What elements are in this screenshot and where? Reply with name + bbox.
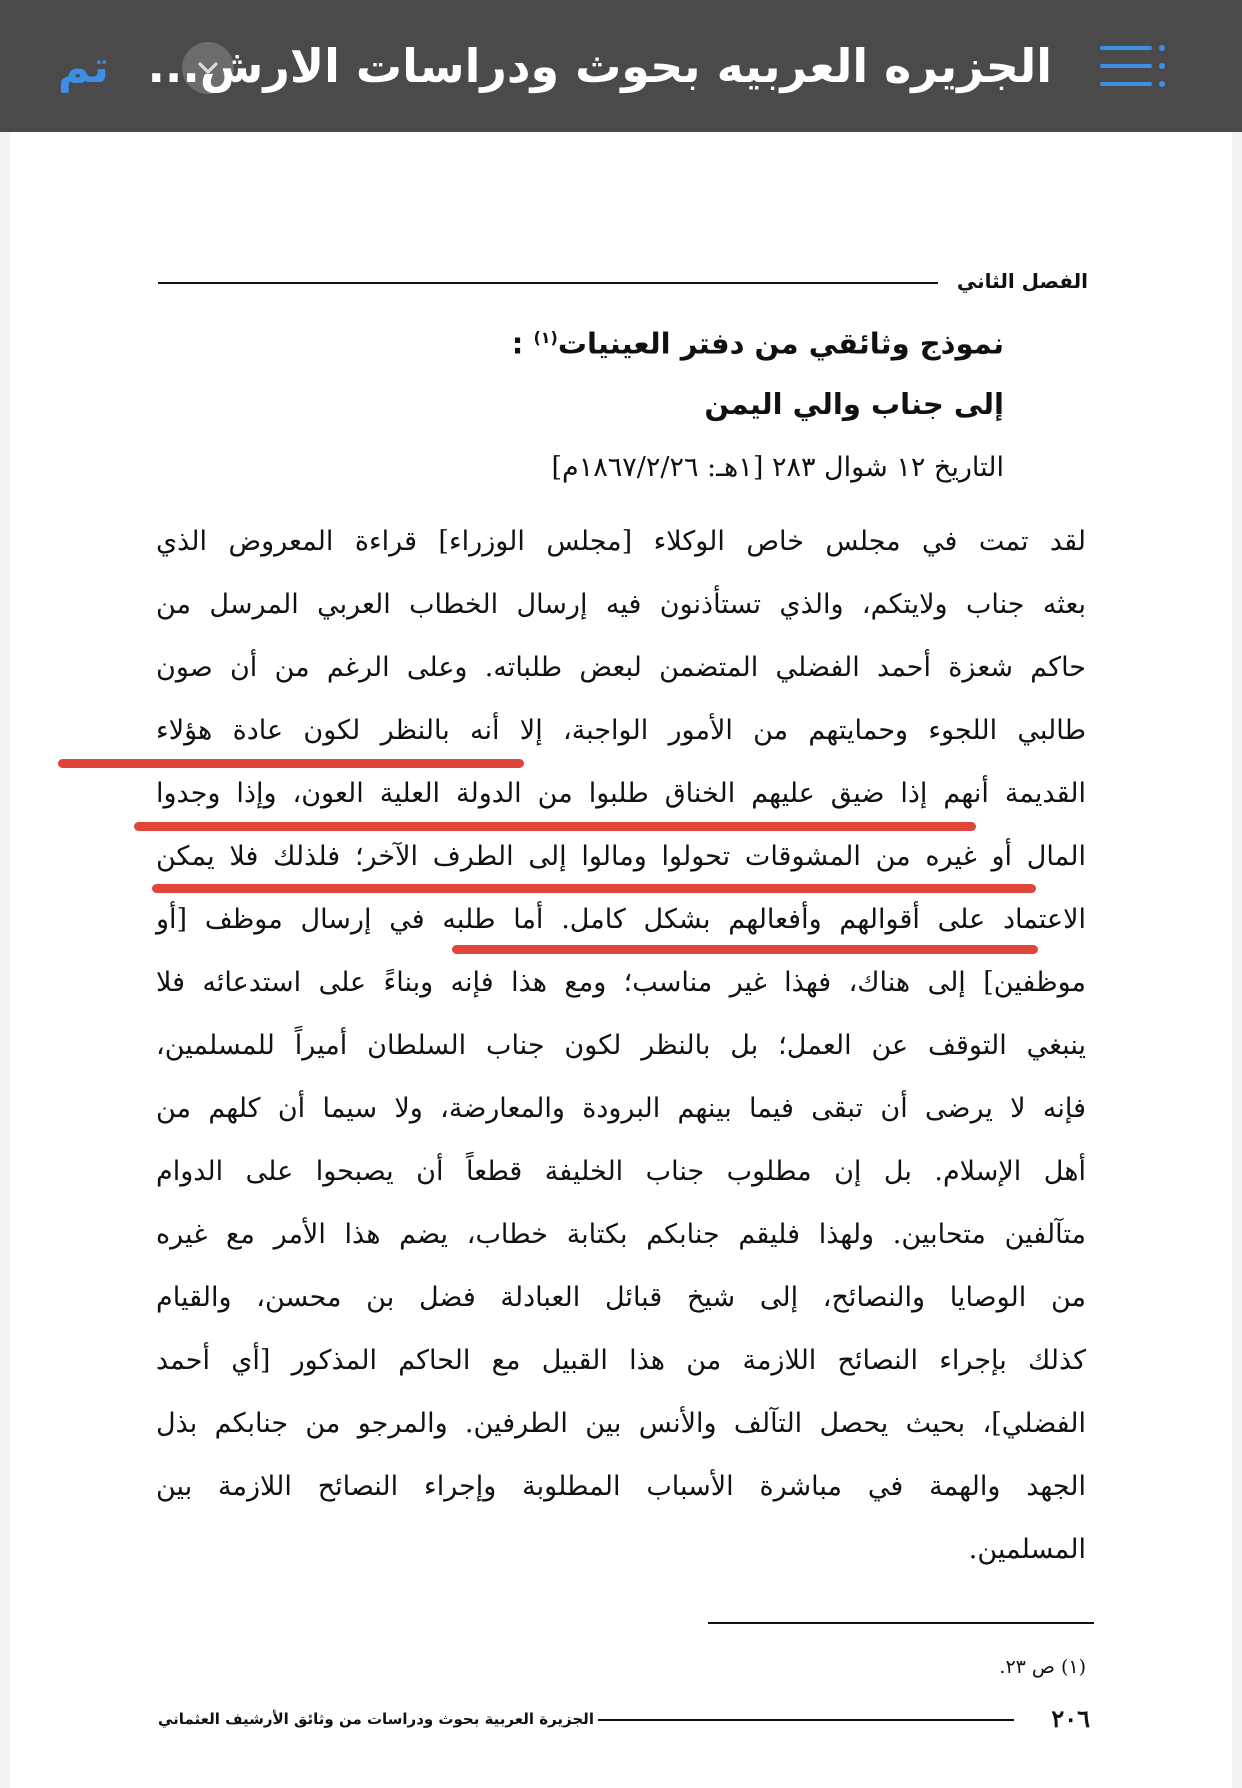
body-line: أهل الإسلام. بل إن مطلوب جناب الخليفة قطعاً أن يصبحوا على الدوام [156,1156,1086,1187]
document-page[interactable] [10,132,1232,1788]
top-toolbar [0,0,1242,132]
body-line: ينبغي التوقف عن العمل؛ بل بالنظر لكون جناب السلطان أميراً للمسلمين، [156,1030,1086,1061]
body-line: الاعتماد على أقوالهم وأفعالهم بشكل كامل. أما طلبه في إرسال موظف [أو [156,904,1086,935]
list-icon [1098,40,1168,96]
table-of-contents-button[interactable] [1098,40,1168,96]
section-title-colon: : [511,326,524,361]
footnote: (١) ص ٢٣. [999,1656,1086,1678]
footnote-rule [708,1622,1094,1624]
body-paragraph [156,510,1086,1581]
page-content [10,132,1232,1788]
body-line: متآلفين متحابين. ولهذا فليقم جنابكم بكتابة خطاب، يضم هذا الأمر مع غيره [156,1219,1086,1250]
section-title [512,318,1004,364]
done-button[interactable]: تم [58,42,110,93]
body-line: من الوصايا والنصائح، إلى شيخ قبائل العبادلة فضل بن محسن، والقيام [156,1282,1086,1313]
address-line: إلى جناب والي اليمن [704,387,1004,421]
page-footer [158,1702,1090,1736]
running-footer: الجزيرة العربية بحوث ودراسات من وثائق الأرشيف العثماني [158,1710,594,1728]
body-line: المال أو غيره من المشوقات تحولوا ومالوا إلى الطرف الآخر؛ فلذلك فلا يمكن [156,841,1086,872]
body-line: كذلك بإجراء النصائح اللازمة من هذا القبيل مع الحاكم المذكور [أي أحمد [156,1345,1086,1376]
page-number: ٢٠٦ [1051,1704,1090,1733]
body-line: فإنه لا يرضى أن تبقى فيما بينهم البرودة والمعارضة، ولا سيما أن كلهم من [156,1093,1086,1124]
date-line: التاريخ ١٢ شوال ٢٨٣ [١هـ: ١٨٦٧/٢/٢٦م] [551,452,1004,483]
chapter-header [158,266,1088,296]
body-line: موظفين] إلى هناك، فهذا غير مناسب؛ ومع هذا فإنه وبناءً على استدعائه فلا [156,967,1086,998]
body-line: لقد تمت في مجلس خاص الوكلاء [مجلس الوزراء] قراءة المعروض الذي [156,526,1086,557]
body-line: القديمة أنهم إذا ضيق عليهم الخناق طلبوا من الدولة العلية العون، وإذا وجدوا [156,778,1086,809]
footnote-ref: (١) [533,328,558,347]
body-line: الجهد والهمة في مباشرة الأسباب المطلوبة وإجراء النصائح اللازمة بين [156,1471,1086,1502]
chapter-label: الفصل الثاني [956,269,1088,293]
body-line: بعثه جناب ولايتكم، والذي تستأذنون فيه إرسال الخطاب العربي المرسل من [156,589,1086,620]
body-line: حاكم شعزة أحمد الفضلي المتضمن لبعض طلباته. وعلى الرغم من أن صون [156,652,1086,683]
body-line: الفضلي]، بحيث يحصل التآلف والأنس بين الطرفين. والمرجو من جنابكم بذل [156,1408,1086,1439]
body-line: طالبي اللجوء وحمايتهم من الأمور الواجبة، إلا أنه بالنظر لكون عادة هؤلاء [156,715,1086,746]
section-title-text: نموذج وثائقي من دفتر العينيات [557,326,1004,361]
footer-rule [598,1719,1014,1721]
document-title: الجزيره العربيه بحوث ودراسات الارش... [147,39,1052,93]
chapter-rule [158,282,938,284]
body-line: المسلمين. [968,1534,1086,1565]
